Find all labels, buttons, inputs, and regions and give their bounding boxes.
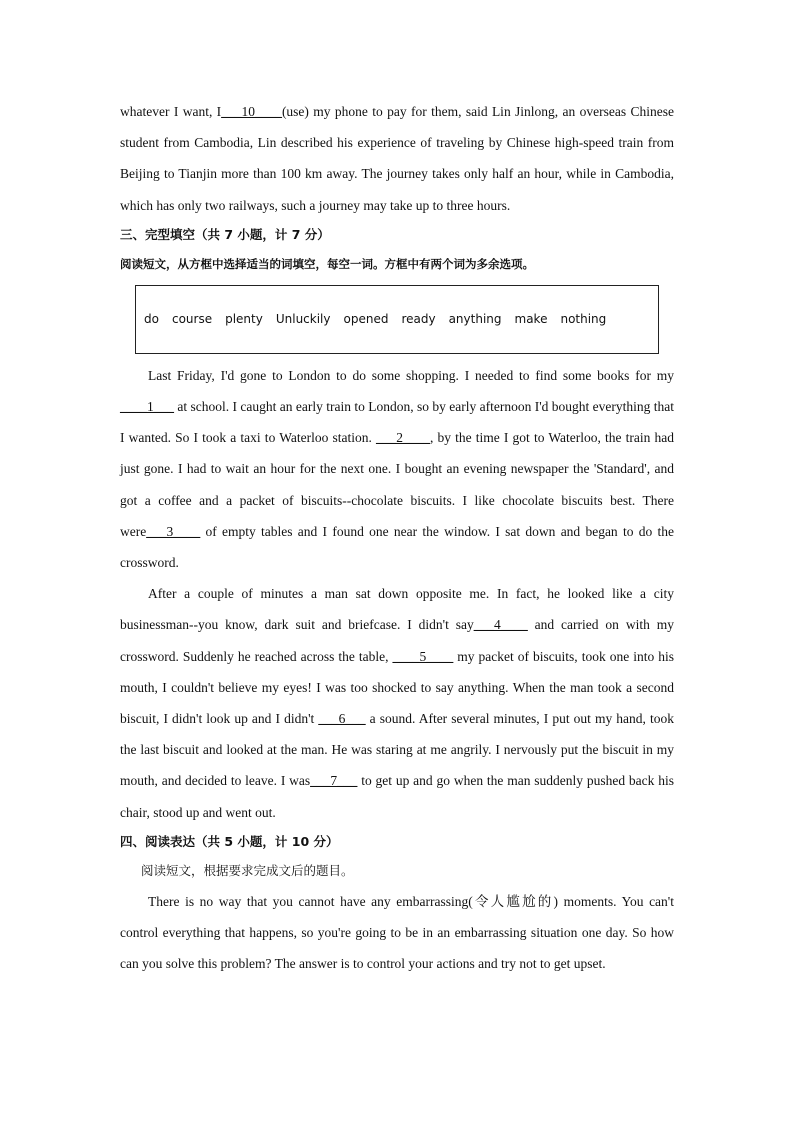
word-option: do [144, 312, 159, 327]
text: of empty tables and I found one near the window. I sat down and began to do the crossword. [120, 523, 674, 571]
blank-2: ___2____ [376, 430, 430, 446]
section-3-instruction: 阅读短文，从方框中选择适当的词填空，每空一词。方框中有两个词为多余选项。 [120, 256, 534, 271]
text: whatever I want, I [120, 104, 222, 119]
word-option: plenty [225, 312, 263, 327]
blank-3: ___3____ [146, 523, 201, 539]
section-4-instruction: 阅读短文，根据要求完成文后的题目。 [141, 862, 354, 878]
text: at school. I caught an early train to London, so by early afternoon I'd bought everything that I wanted. So I took a taxi to Waterloo station. [120, 399, 674, 446]
word-option: anything [448, 312, 502, 327]
text: my packet of biscuits, took one into his mouth, I couldn't believe my eyes! I was too shocked to say anything. When the man took a second biscuit, I didn't look up and I didn't [120, 648, 674, 727]
document-content [120, 96, 674, 979]
text: After a couple of minutes a man sat down opposite me. In fact, he looked like a city businessman--you know, dark suit and briefcase. I didn't say [120, 586, 674, 633]
text: Last Friday, I'd gone to London to do some shopping. I needed to find some books for my [148, 367, 674, 383]
word-option: ready [401, 312, 436, 327]
blank-10: ___10____ [221, 104, 282, 119]
blank-6: ___6___ [318, 711, 366, 727]
blank-7: ___7___ [310, 773, 358, 789]
word-option: opened [343, 312, 389, 327]
blank-5: ____5____ [392, 648, 454, 664]
word-option: course [171, 312, 213, 327]
word-option: Unluckily [275, 312, 331, 327]
cloze-paragraph-1 [120, 360, 674, 578]
section-3-heading: 三、完型填空（共 7 小题，计 7 分） [120, 226, 330, 242]
blank-1: ____1___ [120, 399, 174, 415]
reading-paragraph: There is no way that you cannot have any embarrassing(令人尴尬的) moments. You can't control everything that happens, so you're going to be in an embarrassing situation one day. So how can you solve this problem? The answer is to control your actions and try not to get upset. [120, 893, 674, 972]
text: a sound. After several minutes, I put out my hand, took the last biscuit and looked at the man. He was staring at me angrily. I nervously put the biscuit in my mouth, and decided to leave. I was [120, 711, 674, 789]
text: and carried on with my crossword. Suddenly he reached across the table, [120, 617, 674, 664]
word-option: make [514, 312, 548, 327]
text: to get up and go when the man suddenly pushed back his chair, stood up and went out. [120, 773, 674, 820]
word-box [135, 285, 659, 354]
passage-paragraph-1 [120, 96, 674, 221]
text: (use) my phone to pay for them, said Lin Jinlong, an overseas Chinese student from Cambodia, Lin described his experience of traveling by Chinese high-speed train from Beijing to Tianjin more than 100 km away. The journey takes only half an hour, while in Cambodia, which has only two railways, such a journey may take up to three hours. [120, 104, 674, 213]
cloze-paragraph-2 [120, 578, 674, 828]
word-option: nothing [560, 312, 607, 327]
section-4-heading: 四、阅读表达（共 5 小题，计 10 分） [120, 833, 339, 849]
blank-4: ___4____ [473, 617, 528, 633]
text: , by the time I got to Waterloo, the train had just gone. I had to wait an hour for the next one. I bought an evening newspaper the 'Standard', and got a coffee and a packet of biscuits--chocolate biscuits. I like chocolate biscuits best. There were [120, 430, 674, 539]
